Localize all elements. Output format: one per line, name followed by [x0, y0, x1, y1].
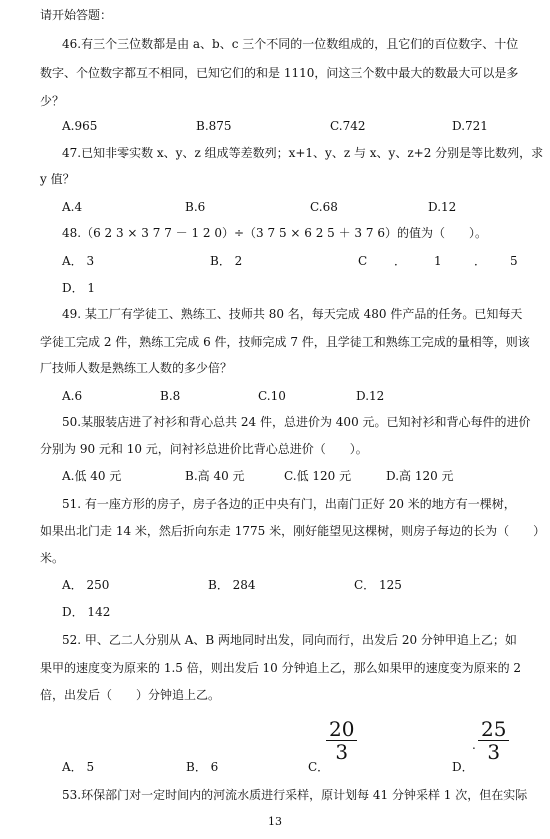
q51-line3: 米。: [40, 551, 65, 565]
q51-option-c: C． 125: [354, 578, 402, 592]
page-number: 13: [268, 815, 282, 828]
q52-fraction-d-denominator: 3: [487, 740, 501, 764]
q49-option-a: A.6: [62, 389, 83, 403]
q52-option-b: B． 6: [186, 760, 219, 774]
q51-option-a: A． 250: [62, 578, 110, 592]
q46-option-a: A.965: [62, 119, 98, 133]
q51-line1: 51. 有一座方形的房子，房子各边的正中央有门，出南门正好 20 米的地方有一棵树，: [62, 497, 516, 511]
q50-option-d: D.高 120 元: [386, 469, 454, 483]
q52-fraction-c-denominator: 3: [335, 740, 349, 764]
q51-option-b: B． 284: [208, 578, 256, 592]
q51-line2: 如果出北门走 14 米，然后折向东走 1775 米，刚好能望见这棵树，则房子每边的长为（ ）: [40, 524, 546, 538]
q50-option-b: B.高 40 元: [185, 469, 245, 483]
q48-option-c-dot2: ．: [474, 254, 487, 268]
q52-fraction-d-numerator: 25: [478, 718, 509, 741]
q47-option-d: D.12: [428, 200, 457, 214]
q52-fraction-c: [326, 718, 357, 763]
q52-option-c: C．: [308, 760, 330, 774]
q47-option-a: A.4: [62, 200, 83, 214]
q47-option-c: C.68: [310, 200, 338, 214]
q48-option-c-one: 1: [434, 254, 442, 268]
q52-fraction-c-numerator: 20: [326, 718, 357, 741]
q49-line3: 厂技师人数是熟练工人数的多少倍？: [40, 361, 233, 375]
q51-option-d: D． 142: [62, 605, 111, 619]
q46-line2: 数字、个位数字都互不相同，已知它们的和是 1110，问这三个数中最大的数最大可以是多: [40, 66, 519, 80]
q46-option-b: B.875: [196, 119, 232, 133]
q46-line3: 少？: [40, 94, 65, 108]
q49-line1: 49. 某工厂有学徒工、熟练工、技师共 80 名，每天完成 480 件产品的任务。已知每天: [62, 307, 523, 321]
q48-option-d: D． 1: [62, 281, 96, 295]
intro-text: 请开始答题：: [40, 8, 113, 22]
q48-option-c-letter: C: [358, 254, 368, 268]
q52-option-a: A． 5: [62, 760, 95, 774]
q47-option-b: B.6: [185, 200, 206, 214]
q48-option-c-five: 5: [510, 254, 518, 268]
q47-line2: y 值？: [40, 172, 75, 186]
q50-line2: 分别为 90 元和 10 元，问衬衫总进价比背心总进价（ ）。: [40, 442, 368, 456]
q52-line2: 果甲的速度变为原来的 1.5 倍，则出发后 10 分钟追上乙，那么如果甲的速度变为原来的 2: [40, 661, 522, 675]
q49-option-c: C.10: [258, 389, 286, 403]
q48-option-b: B． 2: [210, 254, 243, 268]
q52-option-d: D．: [452, 760, 474, 774]
q50-line1: 50.某服装店进了衬衫和背心总共 24 件，总进价为 400 元。已知衬衫和背心每件的进价: [62, 415, 531, 429]
q48-line1: 48.（6 2 3 × 3 7 7 － 1 2 0）÷（3 7 5 × 6 2 5 ＋ 3 7 6）的值为（ ）。: [62, 226, 487, 240]
q49-option-b: B.8: [160, 389, 181, 403]
q48-option-a: A． 3: [62, 254, 95, 268]
q48-option-c-dot1: ．: [394, 254, 407, 268]
q53-line1: 53.环保部门对一定时间内的河流水质进行采样，原计划每 41 分钟采样 1 次，但在实际: [62, 788, 528, 802]
q46-option-d: D.721: [452, 119, 488, 133]
q52-fraction-d: [478, 718, 509, 763]
q49-line2: 学徒工完成 2 件，熟练工完成 6 件，技师完成 7 件，且学徒工和熟练工完成的量相等，则该: [40, 335, 530, 349]
q52-line3: 倍，出发后（ ）分钟追上乙。: [40, 688, 221, 702]
q50-option-a: A.低 40 元: [62, 469, 122, 483]
q47-line1: 47.已知非零实数 x、y、z 组成等差数列；x+1、y、z 与 x、y、z+2 分别是等比数列，求: [62, 146, 544, 160]
q46-option-c: C.742: [330, 119, 366, 133]
q49-option-d: D.12: [356, 389, 385, 403]
q52-line1: 52. 甲、乙二人分别从 A、B 两地同时出发，同向而行，出发后 20 分钟甲追上乙；如: [62, 633, 517, 647]
q52-option-d-dot: .: [472, 738, 476, 752]
q50-option-c: C.低 120 元: [284, 469, 352, 483]
q46-line1: 46.有三个三位数都是由 a、b、c 三个不同的一位数组成的，且它们的百位数字、十位: [62, 37, 519, 51]
